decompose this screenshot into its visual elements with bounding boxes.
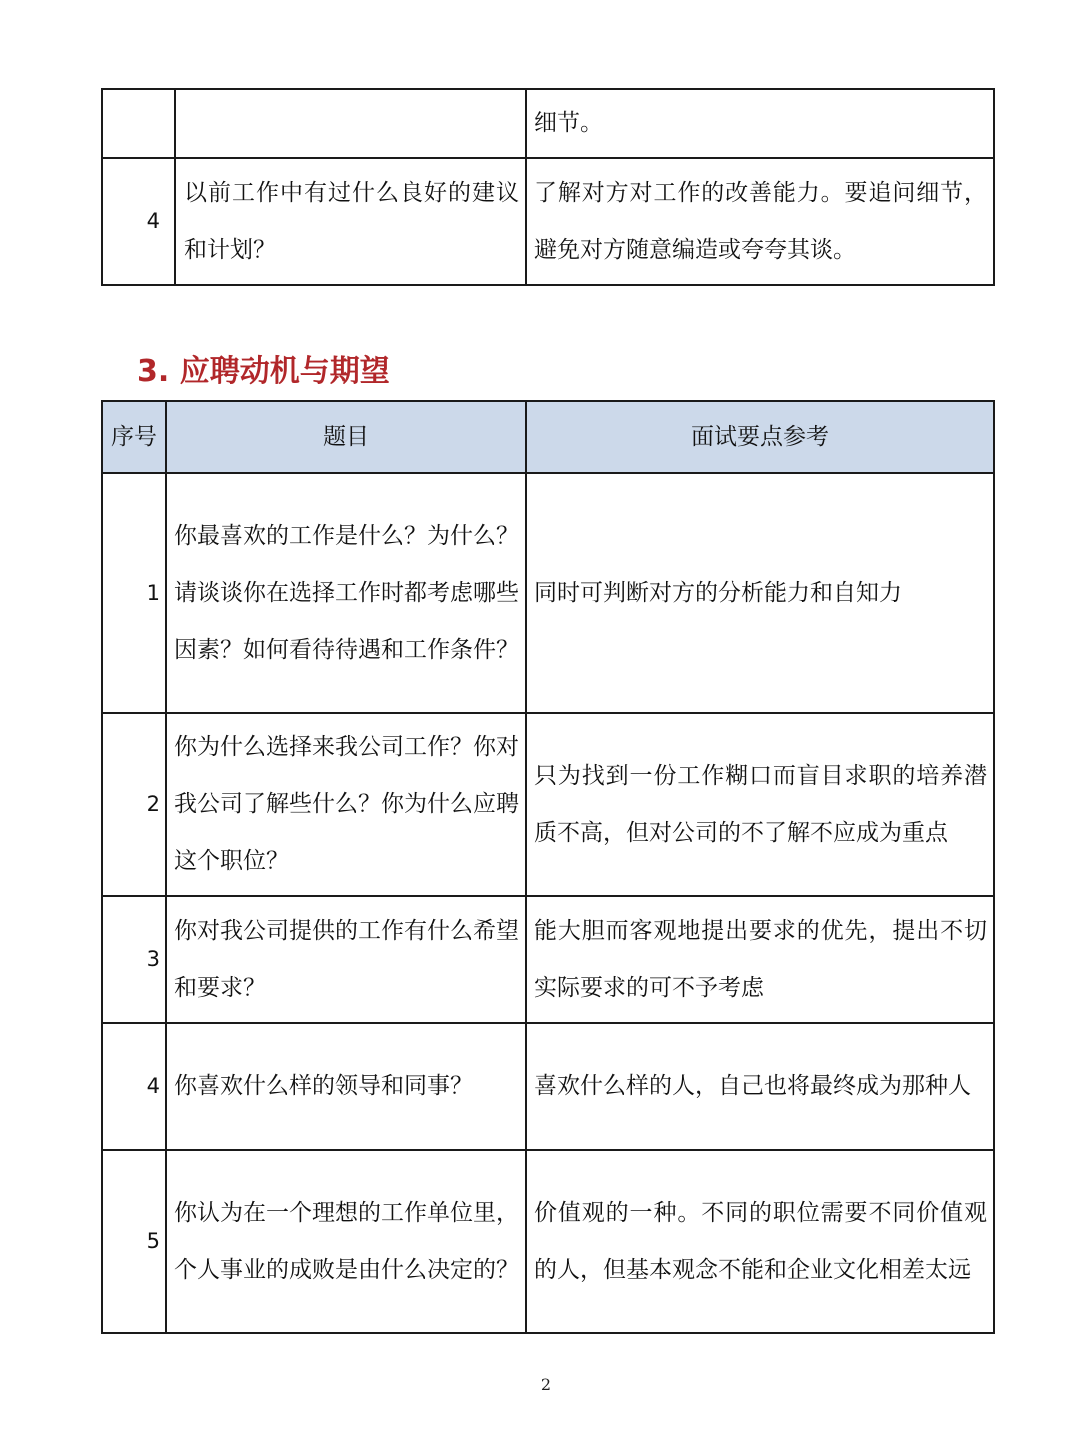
question-cell: 以前工作中有过什么良好的建议和计划？ (175, 158, 526, 285)
answer-cell: 细节。 (526, 89, 994, 158)
continued-table (101, 88, 995, 286)
question-cell: 你最喜欢的工作是什么？为什么？请谈谈你在选择工作时都考虑哪些因素？如何看待待遇和工作条件？ (166, 473, 526, 713)
answer-cell: 喜欢什么样的人，自己也将最终成为那种人 (526, 1023, 994, 1150)
row-number: 1 (102, 473, 166, 713)
row-number: 2 (102, 713, 166, 896)
interview-questions-table (101, 400, 995, 1334)
question-cell: 你认为在一个理想的工作单位里，个人事业的成败是由什么决定的？ (166, 1150, 526, 1333)
table-row (102, 89, 994, 158)
table-row (102, 473, 994, 713)
question-cell: 你喜欢什么样的领导和同事？ (166, 1023, 526, 1150)
table-row (102, 713, 994, 896)
table-row (102, 1023, 994, 1150)
row-number (102, 89, 175, 158)
answer-cell: 同时可判断对方的分析能力和自知力 (526, 473, 994, 713)
page-number: 2 (540, 1375, 552, 1394)
table-row (102, 158, 994, 285)
question-cell (175, 89, 526, 158)
answer-cell: 价值观的一种。不同的职位需要不同价值观的人，但基本观念不能和企业文化相差太远 (526, 1150, 994, 1333)
table-row (102, 1150, 994, 1333)
row-number: 3 (102, 896, 166, 1023)
answer-cell: 了解对方对工作的改善能力。要追问细节，避免对方随意编造或夸夸其谈。 (526, 158, 994, 285)
section-title: 3. 应聘动机与期望 (137, 354, 390, 389)
row-number: 4 (102, 1023, 166, 1150)
header-answer: 面试要点参考 (526, 401, 994, 473)
row-number: 4 (102, 158, 175, 285)
question-cell: 你为什么选择来我公司工作？你对我公司了解些什么？你为什么应聘这个职位？ (166, 713, 526, 896)
answer-cell: 只为找到一份工作糊口而盲目求职的培养潜质不高，但对公司的不了解不应成为重点 (526, 713, 994, 896)
table-row (102, 896, 994, 1023)
table-header-row (102, 401, 994, 473)
answer-cell: 能大胆而客观地提出要求的优先，提出不切实际要求的可不予考虑 (526, 896, 994, 1023)
row-number: 5 (102, 1150, 166, 1333)
question-cell: 你对我公司提供的工作有什么希望和要求？ (166, 896, 526, 1023)
header-question: 题目 (166, 401, 526, 473)
header-number: 序号 (102, 401, 166, 473)
